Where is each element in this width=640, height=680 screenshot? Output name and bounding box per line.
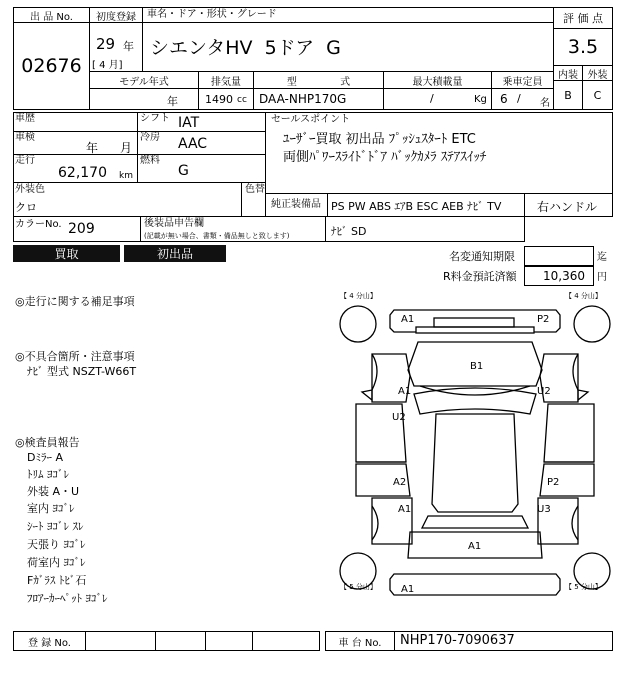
damage-mark: U3 — [537, 504, 551, 515]
tire-reading-rear-left: 【 5 分山】 — [340, 583, 377, 591]
mileage-value: 62,170 — [58, 165, 107, 181]
fuel-value: G — [178, 163, 189, 179]
defects-title: ◎不具合箇所・注意事項 — [15, 350, 135, 363]
capacity-value: 6 — [500, 92, 508, 106]
history-label: 車歴 — [15, 113, 35, 124]
equipment-items: PS PW ABS ｴｱB ESC AEB ﾅﾋﾞ TV — [331, 200, 502, 213]
inspector-item: 天張り ﾖｺﾞﾚ — [27, 538, 86, 551]
color-label: 外装色 — [15, 184, 45, 195]
capacity-unit: 名 — [540, 98, 550, 109]
inspector-item: ﾄﾘﾑ ﾖｺﾞﾚ — [27, 468, 69, 481]
color-change-label: 色替 — [245, 184, 265, 195]
recycle-unit: 円 — [597, 272, 607, 283]
damage-mark: A1 — [401, 314, 415, 325]
reg-year: 29 — [96, 35, 116, 53]
inspection-month: 月 — [120, 141, 133, 155]
model-year-label: モデル年式 — [89, 71, 199, 89]
lot-number: 02676 — [13, 22, 90, 110]
rear-window — [422, 516, 528, 528]
sales-line-2: 両側ﾊﾟﾜｰｽﾗｲﾄﾞﾄﾞｱ ﾊﾞｯｸｶﾒﾗ ｽﾃｱｽｲｯﾁ — [283, 150, 487, 165]
exterior-grade: C — [582, 80, 613, 110]
inspector-item: Fｶﾞﾗｽ ﾄﾋﾞ石 — [27, 574, 87, 587]
inspection-year: 年 — [86, 141, 99, 155]
right-mirror — [578, 390, 588, 400]
color-change-divider — [241, 182, 242, 217]
mileage-unit: km — [119, 171, 133, 181]
windshield — [414, 388, 536, 414]
displacement-value: 1490 — [205, 93, 233, 106]
rear-bumper — [390, 574, 560, 595]
right-front-door — [544, 404, 594, 462]
color-cell — [13, 182, 266, 217]
ac-label: 冷房 — [140, 132, 160, 143]
displacement-unit: cc — [237, 95, 247, 105]
color-value: クロ — [15, 201, 37, 214]
recycle-label: R料金預託済額 — [443, 270, 517, 283]
left-mirror — [362, 390, 372, 400]
load-unit: Kg — [474, 94, 487, 105]
name-change-box — [524, 246, 594, 266]
car-damage-diagram — [336, 290, 614, 602]
shift-value: IAT — [178, 115, 200, 131]
tire-reading-front-left: 【 4 分山】 — [340, 292, 377, 300]
displacement-label: 排気量 — [198, 71, 254, 89]
reg-month: [ 4 月] — [92, 60, 123, 71]
model-code: DAA-NHP170G — [259, 92, 347, 106]
name-change-label: 名変通知期限 — [449, 250, 515, 263]
inspector-item: Dﾐﾗｰ A — [27, 451, 63, 464]
exterior-label: 外装 — [582, 65, 613, 81]
steering-value: 右ハンドル — [537, 200, 598, 214]
equipment-label: 純正装備品 — [271, 199, 321, 210]
reg-no-seg — [205, 631, 253, 651]
name-change-unit: 迄 — [597, 252, 607, 263]
reg-no-seg — [155, 631, 206, 651]
damage-mark: U2 — [392, 412, 406, 423]
color-no-label: カラーNo. — [15, 219, 62, 230]
capacity-label: 乗車定員 — [491, 71, 554, 89]
reg-year-unit: 年 — [123, 40, 134, 53]
mileage-label: 走行 — [15, 155, 35, 166]
score-value: 3.5 — [553, 28, 613, 66]
front-grille — [434, 318, 514, 327]
model-year-cell — [89, 88, 199, 110]
name-label: 車名・ドア・形状・グレード — [147, 9, 277, 20]
tag-purchase: 買取 — [13, 245, 120, 262]
roof — [432, 414, 518, 512]
chassis-label: 車 台 No. — [325, 631, 395, 651]
score-label: 評 価 点 — [553, 7, 613, 29]
recycle-amount: 10,360 — [543, 269, 585, 283]
chassis-number: NHP170-7090637 — [400, 633, 515, 648]
car-name: シエンタHV 5ドア G — [150, 37, 341, 59]
inspector-title: ◎検査員報告 — [15, 436, 80, 449]
damage-mark: A1 — [398, 504, 412, 515]
inspector-item: ﾌﾛｱｰｶｰﾍﾟｯﾄ ﾖｺﾞﾚ — [27, 592, 108, 605]
shift-label: シフト — [140, 113, 170, 124]
aftermarket-label: 後装品申告欄 — [144, 218, 204, 229]
ac-value: AAC — [178, 136, 208, 152]
aftermarket-value: ﾅﾋﾞ SD — [331, 225, 367, 238]
max-load-label: 最大積載量 — [383, 71, 492, 89]
tire-reading-rear-right: 【 5 分山】 — [565, 583, 602, 591]
defect-item: ﾅﾋﾞ 型式 NSZT-W66T — [27, 365, 137, 378]
fuel-label: 燃料 — [140, 155, 160, 166]
sales-point-label: セールスポイント — [271, 114, 351, 125]
aftermarket-note: (記載が無い場合、書類・備品無しと致します) — [144, 232, 290, 240]
reg-no-label: 登 録 No. — [13, 631, 86, 651]
inspector-item: 室内 ﾖｺﾞﾚ — [27, 502, 75, 515]
interior-grade: B — [553, 80, 583, 110]
damage-mark: U2 — [537, 386, 551, 397]
color-no-value: 209 — [68, 221, 95, 237]
damage-mark: A1 — [468, 541, 482, 552]
type-label: 型 式 — [253, 71, 384, 89]
first-reg-label: 初度登録 — [89, 7, 143, 23]
interior-label: 内装 — [553, 65, 583, 81]
tire-front-left — [340, 306, 376, 342]
inspector-item: 外装 A・U — [27, 485, 80, 498]
capacity-slash: / — [517, 92, 521, 105]
tag-first-listing: 初出品 — [124, 245, 226, 262]
inspector-item: ｼｰﾄ ﾖｺﾞﾚ ｽﾚ — [27, 520, 84, 533]
reg-no-seg — [85, 631, 156, 651]
damage-mark: A1 — [401, 584, 415, 595]
load-slash: / — [430, 92, 434, 105]
inspection-label: 車検 — [15, 132, 35, 143]
tire-front-right — [574, 306, 610, 342]
model-year-unit: 年 — [167, 95, 178, 108]
damage-mark: A2 — [393, 477, 407, 488]
lot-label-cell: 出 品 No. — [13, 7, 90, 23]
damage-mark: B1 — [470, 361, 484, 372]
steering-divider — [524, 193, 525, 217]
damage-mark: A1 — [398, 386, 412, 397]
damage-mark: P2 — [537, 314, 550, 325]
tire-reading-front-right: 【 4 分山】 — [565, 292, 602, 300]
driving-notes-title: ◎走行に関する補足事項 — [15, 295, 135, 308]
damage-mark: P2 — [547, 477, 560, 488]
inspector-item: 荷室内 ﾖｺﾞﾚ — [27, 556, 86, 569]
sales-line-1: ﾕｰｻﾞｰ買取 初出品 ﾌﾟｯｼｭｽﾀｰﾄ ETC — [283, 132, 476, 147]
